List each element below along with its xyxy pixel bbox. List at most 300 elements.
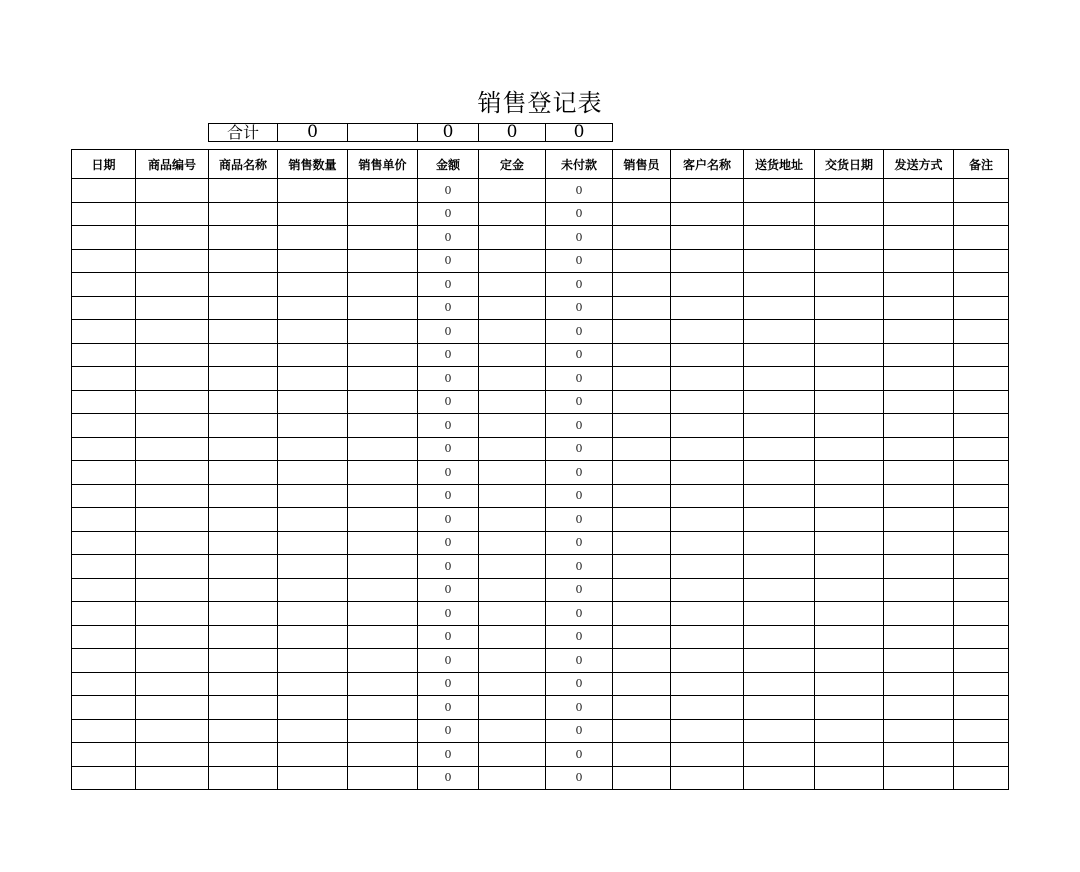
- table-cell[interactable]: 0: [418, 343, 479, 367]
- table-cell[interactable]: [954, 343, 1009, 367]
- table-cell[interactable]: [278, 320, 348, 344]
- table-cell[interactable]: [954, 578, 1009, 602]
- table-cell[interactable]: [613, 508, 671, 532]
- table-cell[interactable]: [671, 649, 744, 673]
- table-cell[interactable]: [815, 343, 884, 367]
- table-cell[interactable]: [348, 508, 418, 532]
- table-cell[interactable]: [72, 249, 136, 273]
- table-cell[interactable]: [479, 696, 546, 720]
- table-cell[interactable]: [136, 766, 209, 790]
- table-cell[interactable]: [744, 202, 815, 226]
- table-cell[interactable]: [136, 531, 209, 555]
- summary-cell[interactable]: 0: [418, 124, 479, 142]
- table-cell[interactable]: [209, 437, 278, 461]
- table-cell[interactable]: [348, 226, 418, 250]
- table-cell[interactable]: 0: [418, 249, 479, 273]
- table-cell[interactable]: [348, 343, 418, 367]
- table-cell[interactable]: [348, 649, 418, 673]
- table-cell[interactable]: [671, 766, 744, 790]
- table-cell[interactable]: [815, 273, 884, 297]
- table-cell[interactable]: [884, 696, 954, 720]
- table-cell[interactable]: [136, 461, 209, 485]
- table-cell[interactable]: [348, 766, 418, 790]
- table-cell[interactable]: [136, 578, 209, 602]
- table-cell[interactable]: [744, 461, 815, 485]
- table-cell[interactable]: [72, 226, 136, 250]
- table-cell[interactable]: [209, 719, 278, 743]
- table-cell[interactable]: [72, 367, 136, 391]
- table-cell[interactable]: [744, 531, 815, 555]
- table-cell[interactable]: 0: [418, 461, 479, 485]
- table-cell[interactable]: [479, 625, 546, 649]
- table-cell[interactable]: [72, 461, 136, 485]
- table-cell[interactable]: [671, 531, 744, 555]
- table-cell[interactable]: [954, 555, 1009, 579]
- table-cell[interactable]: [136, 414, 209, 438]
- table-cell[interactable]: 0: [418, 625, 479, 649]
- table-cell[interactable]: [72, 508, 136, 532]
- table-cell[interactable]: [815, 649, 884, 673]
- table-cell[interactable]: [479, 531, 546, 555]
- table-cell[interactable]: 0: [546, 625, 613, 649]
- table-cell[interactable]: [348, 202, 418, 226]
- table-cell[interactable]: [479, 484, 546, 508]
- table-cell[interactable]: [613, 202, 671, 226]
- table-cell[interactable]: [136, 555, 209, 579]
- table-cell[interactable]: [815, 202, 884, 226]
- table-cell[interactable]: [954, 531, 1009, 555]
- table-cell[interactable]: [479, 461, 546, 485]
- table-cell[interactable]: [278, 766, 348, 790]
- table-cell[interactable]: [744, 555, 815, 579]
- table-cell[interactable]: [209, 531, 278, 555]
- table-cell[interactable]: [954, 249, 1009, 273]
- table-cell[interactable]: [954, 743, 1009, 767]
- table-cell[interactable]: [815, 508, 884, 532]
- table-cell[interactable]: [136, 249, 209, 273]
- table-cell[interactable]: [278, 461, 348, 485]
- table-cell[interactable]: [613, 249, 671, 273]
- table-cell[interactable]: [348, 296, 418, 320]
- table-cell[interactable]: [671, 625, 744, 649]
- table-cell[interactable]: [136, 437, 209, 461]
- table-cell[interactable]: 0: [546, 414, 613, 438]
- table-cell[interactable]: 0: [418, 179, 479, 203]
- table-cell[interactable]: [136, 719, 209, 743]
- table-cell[interactable]: [479, 202, 546, 226]
- table-cell[interactable]: [348, 249, 418, 273]
- table-cell[interactable]: 0: [418, 719, 479, 743]
- table-cell[interactable]: [209, 390, 278, 414]
- table-cell[interactable]: [136, 696, 209, 720]
- table-cell[interactable]: [884, 320, 954, 344]
- table-cell[interactable]: [613, 719, 671, 743]
- table-cell[interactable]: [954, 461, 1009, 485]
- table-cell[interactable]: 0: [418, 672, 479, 696]
- table-cell[interactable]: [136, 273, 209, 297]
- table-cell[interactable]: [815, 719, 884, 743]
- table-cell[interactable]: [613, 531, 671, 555]
- table-cell[interactable]: 0: [418, 766, 479, 790]
- table-cell[interactable]: [278, 414, 348, 438]
- table-cell[interactable]: [884, 508, 954, 532]
- table-cell[interactable]: 0: [418, 390, 479, 414]
- table-cell[interactable]: [815, 484, 884, 508]
- table-cell[interactable]: [954, 649, 1009, 673]
- table-cell[interactable]: [744, 719, 815, 743]
- table-cell[interactable]: 0: [546, 508, 613, 532]
- summary-cell[interactable]: 0: [278, 124, 348, 142]
- table-cell[interactable]: [954, 296, 1009, 320]
- table-cell[interactable]: [479, 249, 546, 273]
- table-cell[interactable]: [72, 743, 136, 767]
- table-cell[interactable]: [744, 367, 815, 391]
- table-cell[interactable]: [278, 508, 348, 532]
- table-cell[interactable]: [884, 602, 954, 626]
- table-cell[interactable]: [815, 625, 884, 649]
- table-cell[interactable]: 0: [546, 343, 613, 367]
- table-cell[interactable]: [278, 719, 348, 743]
- table-cell[interactable]: [348, 461, 418, 485]
- table-cell[interactable]: [209, 414, 278, 438]
- table-cell[interactable]: 0: [418, 202, 479, 226]
- table-cell[interactable]: [815, 414, 884, 438]
- table-cell[interactable]: [613, 414, 671, 438]
- table-cell[interactable]: [209, 696, 278, 720]
- table-cell[interactable]: 0: [546, 202, 613, 226]
- table-cell[interactable]: [954, 367, 1009, 391]
- table-cell[interactable]: [815, 602, 884, 626]
- table-cell[interactable]: [348, 367, 418, 391]
- table-cell[interactable]: [348, 743, 418, 767]
- table-cell[interactable]: [72, 672, 136, 696]
- table-cell[interactable]: [278, 578, 348, 602]
- table-cell[interactable]: [744, 743, 815, 767]
- table-cell[interactable]: [479, 672, 546, 696]
- table-cell[interactable]: [278, 649, 348, 673]
- table-cell[interactable]: [954, 437, 1009, 461]
- table-cell[interactable]: [348, 719, 418, 743]
- table-cell[interactable]: [671, 273, 744, 297]
- table-cell[interactable]: [884, 226, 954, 250]
- table-cell[interactable]: 0: [546, 320, 613, 344]
- table-cell[interactable]: [479, 343, 546, 367]
- table-cell[interactable]: [278, 531, 348, 555]
- table-cell[interactable]: [613, 390, 671, 414]
- table-cell[interactable]: [744, 414, 815, 438]
- table-cell[interactable]: [815, 766, 884, 790]
- table-cell[interactable]: [278, 672, 348, 696]
- table-cell[interactable]: 0: [418, 508, 479, 532]
- table-cell[interactable]: [815, 226, 884, 250]
- table-cell[interactable]: [884, 484, 954, 508]
- table-cell[interactable]: [884, 719, 954, 743]
- table-cell[interactable]: [72, 719, 136, 743]
- table-cell[interactable]: [744, 273, 815, 297]
- table-cell[interactable]: [884, 555, 954, 579]
- summary-cell[interactable]: 0: [479, 124, 546, 142]
- table-cell[interactable]: [744, 766, 815, 790]
- table-cell[interactable]: [613, 555, 671, 579]
- table-cell[interactable]: [348, 179, 418, 203]
- table-cell[interactable]: [613, 649, 671, 673]
- table-cell[interactable]: [671, 743, 744, 767]
- table-cell[interactable]: [209, 766, 278, 790]
- table-cell[interactable]: [815, 179, 884, 203]
- table-cell[interactable]: [884, 531, 954, 555]
- table-cell[interactable]: [671, 555, 744, 579]
- table-cell[interactable]: [744, 390, 815, 414]
- summary-cell[interactable]: 0: [546, 124, 613, 142]
- table-cell[interactable]: [671, 343, 744, 367]
- table-cell[interactable]: [209, 179, 278, 203]
- table-cell[interactable]: [479, 367, 546, 391]
- table-cell[interactable]: [744, 226, 815, 250]
- table-cell[interactable]: [815, 461, 884, 485]
- table-cell[interactable]: [136, 320, 209, 344]
- table-cell[interactable]: 0: [418, 273, 479, 297]
- table-cell[interactable]: [72, 602, 136, 626]
- table-cell[interactable]: [884, 672, 954, 696]
- table-cell[interactable]: [744, 179, 815, 203]
- table-cell[interactable]: [954, 414, 1009, 438]
- table-cell[interactable]: [671, 437, 744, 461]
- table-cell[interactable]: [884, 649, 954, 673]
- table-cell[interactable]: [671, 461, 744, 485]
- table-cell[interactable]: [815, 555, 884, 579]
- table-cell[interactable]: 0: [546, 649, 613, 673]
- table-cell[interactable]: [954, 602, 1009, 626]
- table-cell[interactable]: [954, 484, 1009, 508]
- table-cell[interactable]: 0: [546, 602, 613, 626]
- table-cell[interactable]: 0: [418, 437, 479, 461]
- table-cell[interactable]: 0: [418, 531, 479, 555]
- table-cell[interactable]: 0: [546, 273, 613, 297]
- table-cell[interactable]: [72, 343, 136, 367]
- table-cell[interactable]: [136, 508, 209, 532]
- table-cell[interactable]: 0: [546, 226, 613, 250]
- table-cell[interactable]: [72, 296, 136, 320]
- table-cell[interactable]: [479, 390, 546, 414]
- table-cell[interactable]: 0: [418, 555, 479, 579]
- table-cell[interactable]: 0: [418, 602, 479, 626]
- table-cell[interactable]: [72, 578, 136, 602]
- table-cell[interactable]: [72, 625, 136, 649]
- table-cell[interactable]: [136, 743, 209, 767]
- table-cell[interactable]: [72, 484, 136, 508]
- table-cell[interactable]: 0: [546, 437, 613, 461]
- table-cell[interactable]: 0: [546, 484, 613, 508]
- table-cell[interactable]: [348, 320, 418, 344]
- table-cell[interactable]: [744, 343, 815, 367]
- table-cell[interactable]: [348, 555, 418, 579]
- table-cell[interactable]: [613, 437, 671, 461]
- table-cell[interactable]: [136, 226, 209, 250]
- table-cell[interactable]: [209, 461, 278, 485]
- table-cell[interactable]: [613, 484, 671, 508]
- table-cell[interactable]: [815, 320, 884, 344]
- table-cell[interactable]: [884, 414, 954, 438]
- table-cell[interactable]: [136, 296, 209, 320]
- table-cell[interactable]: 0: [418, 696, 479, 720]
- table-cell[interactable]: 0: [418, 484, 479, 508]
- table-cell[interactable]: [479, 179, 546, 203]
- table-cell[interactable]: 0: [418, 320, 479, 344]
- table-cell[interactable]: [209, 320, 278, 344]
- table-cell[interactable]: [278, 602, 348, 626]
- table-cell[interactable]: [744, 320, 815, 344]
- table-cell[interactable]: [209, 296, 278, 320]
- table-cell[interactable]: [613, 578, 671, 602]
- table-cell[interactable]: [815, 296, 884, 320]
- table-cell[interactable]: [136, 179, 209, 203]
- table-cell[interactable]: [72, 414, 136, 438]
- table-cell[interactable]: [884, 625, 954, 649]
- table-cell[interactable]: [72, 273, 136, 297]
- table-cell[interactable]: [209, 508, 278, 532]
- table-cell[interactable]: [348, 578, 418, 602]
- table-cell[interactable]: [278, 273, 348, 297]
- table-cell[interactable]: [348, 484, 418, 508]
- table-cell[interactable]: [348, 672, 418, 696]
- table-cell[interactable]: [348, 273, 418, 297]
- table-cell[interactable]: [209, 743, 278, 767]
- table-cell[interactable]: [884, 179, 954, 203]
- table-cell[interactable]: [815, 367, 884, 391]
- table-cell[interactable]: [671, 202, 744, 226]
- table-cell[interactable]: [278, 390, 348, 414]
- table-cell[interactable]: [479, 296, 546, 320]
- table-cell[interactable]: [884, 367, 954, 391]
- table-cell[interactable]: [884, 249, 954, 273]
- table-cell[interactable]: [671, 578, 744, 602]
- table-cell[interactable]: [278, 202, 348, 226]
- table-cell[interactable]: [209, 367, 278, 391]
- table-cell[interactable]: [278, 367, 348, 391]
- table-cell[interactable]: [136, 202, 209, 226]
- table-cell[interactable]: [348, 625, 418, 649]
- table-cell[interactable]: [278, 555, 348, 579]
- table-cell[interactable]: [72, 649, 136, 673]
- table-cell[interactable]: [613, 320, 671, 344]
- table-cell[interactable]: [479, 719, 546, 743]
- table-cell[interactable]: [72, 179, 136, 203]
- table-cell[interactable]: [348, 602, 418, 626]
- table-cell[interactable]: [744, 296, 815, 320]
- table-cell[interactable]: 0: [546, 390, 613, 414]
- table-cell[interactable]: [954, 273, 1009, 297]
- table-cell[interactable]: [278, 296, 348, 320]
- table-cell[interactable]: [671, 320, 744, 344]
- table-cell[interactable]: [884, 437, 954, 461]
- table-cell[interactable]: [744, 602, 815, 626]
- table-cell[interactable]: [884, 390, 954, 414]
- table-cell[interactable]: [136, 602, 209, 626]
- table-cell[interactable]: [954, 320, 1009, 344]
- table-cell[interactable]: 0: [546, 743, 613, 767]
- table-cell[interactable]: [613, 672, 671, 696]
- table-cell[interactable]: [278, 484, 348, 508]
- table-cell[interactable]: [72, 555, 136, 579]
- table-cell[interactable]: [954, 226, 1009, 250]
- table-cell[interactable]: [613, 625, 671, 649]
- table-cell[interactable]: 0: [546, 461, 613, 485]
- table-cell[interactable]: [671, 602, 744, 626]
- table-cell[interactable]: 0: [418, 367, 479, 391]
- table-cell[interactable]: [671, 367, 744, 391]
- table-cell[interactable]: [613, 179, 671, 203]
- table-cell[interactable]: [479, 555, 546, 579]
- table-cell[interactable]: [209, 273, 278, 297]
- table-cell[interactable]: [671, 296, 744, 320]
- table-cell[interactable]: [815, 437, 884, 461]
- table-cell[interactable]: [744, 578, 815, 602]
- table-cell[interactable]: [278, 179, 348, 203]
- table-cell[interactable]: [954, 179, 1009, 203]
- table-cell[interactable]: [815, 696, 884, 720]
- table-cell[interactable]: [613, 461, 671, 485]
- table-cell[interactable]: [954, 625, 1009, 649]
- table-cell[interactable]: [884, 296, 954, 320]
- table-cell[interactable]: [136, 484, 209, 508]
- table-cell[interactable]: [954, 202, 1009, 226]
- table-cell[interactable]: [815, 390, 884, 414]
- table-cell[interactable]: [744, 508, 815, 532]
- table-cell[interactable]: 0: [418, 296, 479, 320]
- table-cell[interactable]: [209, 672, 278, 696]
- table-cell[interactable]: [815, 578, 884, 602]
- table-cell[interactable]: [954, 390, 1009, 414]
- table-cell[interactable]: [348, 531, 418, 555]
- table-cell[interactable]: [348, 696, 418, 720]
- table-cell[interactable]: [671, 719, 744, 743]
- table-cell[interactable]: 0: [546, 719, 613, 743]
- table-cell[interactable]: 0: [546, 672, 613, 696]
- table-cell[interactable]: [613, 296, 671, 320]
- table-cell[interactable]: 0: [546, 367, 613, 391]
- table-cell[interactable]: [209, 578, 278, 602]
- table-cell[interactable]: [348, 390, 418, 414]
- table-cell[interactable]: [954, 719, 1009, 743]
- table-cell[interactable]: 0: [418, 743, 479, 767]
- table-cell[interactable]: [744, 625, 815, 649]
- table-cell[interactable]: [479, 414, 546, 438]
- table-cell[interactable]: [72, 696, 136, 720]
- table-cell[interactable]: [613, 343, 671, 367]
- table-cell[interactable]: [884, 461, 954, 485]
- table-cell[interactable]: [671, 672, 744, 696]
- table-cell[interactable]: 0: [418, 578, 479, 602]
- table-cell[interactable]: [348, 437, 418, 461]
- table-cell[interactable]: [671, 390, 744, 414]
- table-cell[interactable]: [744, 249, 815, 273]
- table-cell[interactable]: [954, 766, 1009, 790]
- table-cell[interactable]: [72, 766, 136, 790]
- table-cell[interactable]: [671, 414, 744, 438]
- table-cell[interactable]: [479, 437, 546, 461]
- table-cell[interactable]: 0: [546, 766, 613, 790]
- table-cell[interactable]: [278, 343, 348, 367]
- table-cell[interactable]: [72, 320, 136, 344]
- table-cell[interactable]: [884, 743, 954, 767]
- table-cell[interactable]: [613, 696, 671, 720]
- table-cell[interactable]: [954, 696, 1009, 720]
- table-cell[interactable]: [744, 672, 815, 696]
- table-cell[interactable]: [209, 555, 278, 579]
- table-cell[interactable]: 0: [546, 249, 613, 273]
- table-cell[interactable]: [209, 249, 278, 273]
- table-cell[interactable]: [613, 367, 671, 391]
